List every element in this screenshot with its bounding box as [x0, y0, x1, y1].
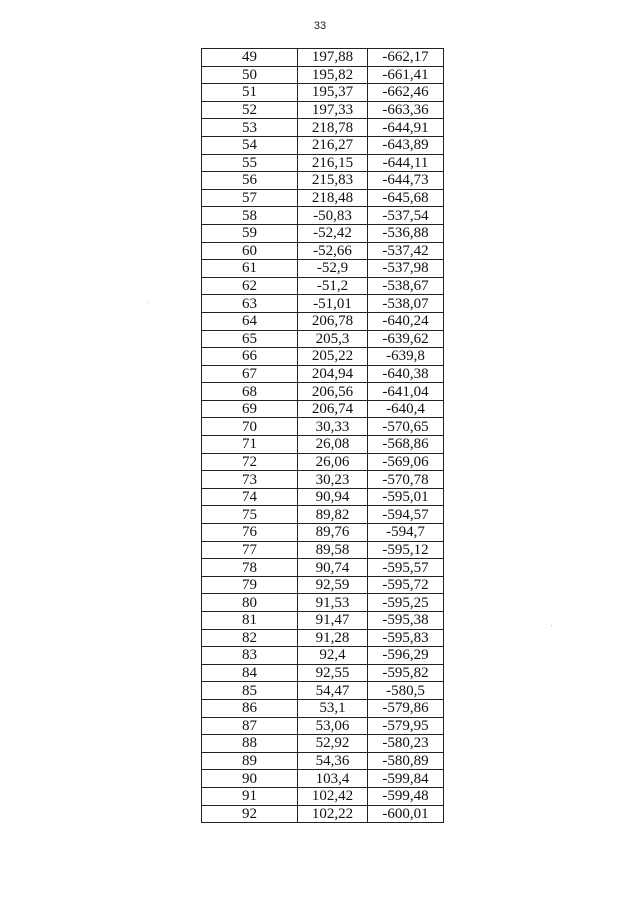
y-value-cell: -537,54 — [368, 207, 444, 225]
y-value-cell: -600,01 — [368, 805, 444, 823]
x-value-cell: 206,78 — [298, 312, 368, 330]
row-index-cell: 59 — [202, 224, 298, 242]
row-index-cell: 61 — [202, 260, 298, 278]
y-value-cell: -640,4 — [368, 400, 444, 418]
table-row — [202, 717, 444, 735]
x-value-cell: 91,53 — [298, 594, 368, 612]
table-row — [202, 524, 444, 542]
table-row — [202, 101, 444, 119]
scan-speck — [147, 302, 148, 303]
y-value-cell: -644,11 — [368, 154, 444, 172]
row-index-cell: 60 — [202, 242, 298, 260]
x-value-cell: 89,58 — [298, 541, 368, 559]
table-row — [202, 576, 444, 594]
y-value-cell: -594,7 — [368, 524, 444, 542]
row-index-cell: 54 — [202, 136, 298, 154]
y-value-cell: -599,48 — [368, 787, 444, 805]
row-index-cell: 53 — [202, 119, 298, 137]
x-value-cell: 90,94 — [298, 488, 368, 506]
x-value-cell: 215,83 — [298, 172, 368, 190]
table-row — [202, 506, 444, 524]
table-row — [202, 295, 444, 313]
x-value-cell: 218,48 — [298, 189, 368, 207]
table-row — [202, 189, 444, 207]
y-value-cell: -595,72 — [368, 576, 444, 594]
y-value-cell: -599,84 — [368, 770, 444, 788]
table-row — [202, 330, 444, 348]
y-value-cell: -645,68 — [368, 189, 444, 207]
y-value-cell: -594,57 — [368, 506, 444, 524]
table-row — [202, 172, 444, 190]
y-value-cell: -595,57 — [368, 559, 444, 577]
x-value-cell: 102,42 — [298, 787, 368, 805]
table-row — [202, 770, 444, 788]
x-value-cell: 30,33 — [298, 418, 368, 436]
row-index-cell: 76 — [202, 524, 298, 542]
x-value-cell: 30,23 — [298, 471, 368, 489]
x-value-cell: 91,47 — [298, 612, 368, 630]
row-index-cell: 82 — [202, 629, 298, 647]
x-value-cell: 52,92 — [298, 735, 368, 753]
table-body — [202, 49, 444, 823]
table-row — [202, 383, 444, 401]
row-index-cell: 83 — [202, 647, 298, 665]
table-row — [202, 559, 444, 577]
x-value-cell: 91,28 — [298, 629, 368, 647]
row-index-cell: 73 — [202, 471, 298, 489]
row-index-cell: 87 — [202, 717, 298, 735]
table-row — [202, 207, 444, 225]
row-index-cell: 50 — [202, 66, 298, 84]
row-index-cell: 74 — [202, 488, 298, 506]
row-index-cell: 89 — [202, 752, 298, 770]
y-value-cell: -595,38 — [368, 612, 444, 630]
y-value-cell: -580,89 — [368, 752, 444, 770]
y-value-cell: -536,88 — [368, 224, 444, 242]
table-row — [202, 453, 444, 471]
table-row — [202, 612, 444, 630]
x-value-cell: 53,1 — [298, 699, 368, 717]
y-value-cell: -595,12 — [368, 541, 444, 559]
y-value-cell: -661,41 — [368, 66, 444, 84]
y-value-cell: -641,04 — [368, 383, 444, 401]
table-row — [202, 787, 444, 805]
y-value-cell: -596,29 — [368, 647, 444, 665]
table-row — [202, 154, 444, 172]
x-value-cell: -52,9 — [298, 260, 368, 278]
table-row — [202, 647, 444, 665]
row-index-cell: 66 — [202, 348, 298, 366]
row-index-cell: 80 — [202, 594, 298, 612]
x-value-cell: 204,94 — [298, 365, 368, 383]
row-index-cell: 68 — [202, 383, 298, 401]
y-value-cell: -569,06 — [368, 453, 444, 471]
x-value-cell: 92,55 — [298, 664, 368, 682]
table-row — [202, 348, 444, 366]
x-value-cell: 197,88 — [298, 49, 368, 67]
y-value-cell: -570,65 — [368, 418, 444, 436]
y-value-cell: -663,36 — [368, 101, 444, 119]
page-number: 33 — [313, 20, 327, 32]
scan-speck — [551, 625, 552, 626]
table-row — [202, 224, 444, 242]
y-value-cell: -537,98 — [368, 260, 444, 278]
table-row — [202, 594, 444, 612]
y-value-cell: -639,62 — [368, 330, 444, 348]
y-value-cell: -643,89 — [368, 136, 444, 154]
row-index-cell: 56 — [202, 172, 298, 190]
table-row — [202, 119, 444, 137]
table-row — [202, 277, 444, 295]
row-index-cell: 58 — [202, 207, 298, 225]
row-index-cell: 84 — [202, 664, 298, 682]
row-index-cell: 51 — [202, 84, 298, 102]
row-index-cell: 79 — [202, 576, 298, 594]
row-index-cell: 92 — [202, 805, 298, 823]
table-row — [202, 471, 444, 489]
y-value-cell: -644,91 — [368, 119, 444, 137]
y-value-cell: -579,86 — [368, 699, 444, 717]
row-index-cell: 55 — [202, 154, 298, 172]
x-value-cell: 205,3 — [298, 330, 368, 348]
row-index-cell: 77 — [202, 541, 298, 559]
x-value-cell: 53,06 — [298, 717, 368, 735]
x-value-cell: 197,33 — [298, 101, 368, 119]
row-index-cell: 90 — [202, 770, 298, 788]
row-index-cell: 75 — [202, 506, 298, 524]
row-index-cell: 88 — [202, 735, 298, 753]
x-value-cell: 90,74 — [298, 559, 368, 577]
y-value-cell: -579,95 — [368, 717, 444, 735]
x-value-cell: 216,27 — [298, 136, 368, 154]
row-index-cell: 49 — [202, 49, 298, 67]
x-value-cell: 26,08 — [298, 436, 368, 454]
data-table — [201, 48, 444, 823]
row-index-cell: 72 — [202, 453, 298, 471]
table-row — [202, 664, 444, 682]
x-value-cell: 218,78 — [298, 119, 368, 137]
x-value-cell: 92,4 — [298, 647, 368, 665]
row-index-cell: 91 — [202, 787, 298, 805]
x-value-cell: 92,59 — [298, 576, 368, 594]
row-index-cell: 86 — [202, 699, 298, 717]
table-row — [202, 805, 444, 823]
y-value-cell: -662,17 — [368, 49, 444, 67]
table-row — [202, 699, 444, 717]
y-value-cell: -537,42 — [368, 242, 444, 260]
y-value-cell: -595,83 — [368, 629, 444, 647]
table-row — [202, 418, 444, 436]
x-value-cell: -51,01 — [298, 295, 368, 313]
table-row — [202, 752, 444, 770]
x-value-cell: 206,74 — [298, 400, 368, 418]
row-index-cell: 63 — [202, 295, 298, 313]
row-index-cell: 62 — [202, 277, 298, 295]
table-row — [202, 735, 444, 753]
y-value-cell: -538,67 — [368, 277, 444, 295]
table-row — [202, 260, 444, 278]
y-value-cell: -640,38 — [368, 365, 444, 383]
row-index-cell: 52 — [202, 101, 298, 119]
x-value-cell: 54,47 — [298, 682, 368, 700]
row-index-cell: 57 — [202, 189, 298, 207]
x-value-cell: 206,56 — [298, 383, 368, 401]
x-value-cell: -52,42 — [298, 224, 368, 242]
row-index-cell: 64 — [202, 312, 298, 330]
row-index-cell: 67 — [202, 365, 298, 383]
x-value-cell: -52,66 — [298, 242, 368, 260]
x-value-cell: 89,82 — [298, 506, 368, 524]
table-row — [202, 242, 444, 260]
x-value-cell: 26,06 — [298, 453, 368, 471]
y-value-cell: -538,07 — [368, 295, 444, 313]
table-row — [202, 488, 444, 506]
row-index-cell: 78 — [202, 559, 298, 577]
table-row — [202, 49, 444, 67]
y-value-cell: -595,82 — [368, 664, 444, 682]
y-value-cell: -644,73 — [368, 172, 444, 190]
row-index-cell: 71 — [202, 436, 298, 454]
table-row — [202, 400, 444, 418]
x-value-cell: 103,4 — [298, 770, 368, 788]
x-value-cell: -51,2 — [298, 277, 368, 295]
table-row — [202, 136, 444, 154]
y-value-cell: -639,8 — [368, 348, 444, 366]
y-value-cell: -580,23 — [368, 735, 444, 753]
x-value-cell: 216,15 — [298, 154, 368, 172]
y-value-cell: -568,86 — [368, 436, 444, 454]
row-index-cell: 81 — [202, 612, 298, 630]
x-value-cell: -50,83 — [298, 207, 368, 225]
table-row — [202, 66, 444, 84]
table-row — [202, 436, 444, 454]
table-row — [202, 365, 444, 383]
y-value-cell: -580,5 — [368, 682, 444, 700]
row-index-cell: 85 — [202, 682, 298, 700]
x-value-cell: 195,82 — [298, 66, 368, 84]
row-index-cell: 65 — [202, 330, 298, 348]
table-row — [202, 629, 444, 647]
table-row — [202, 84, 444, 102]
table-row — [202, 312, 444, 330]
x-value-cell: 205,22 — [298, 348, 368, 366]
table-row — [202, 682, 444, 700]
y-value-cell: -570,78 — [368, 471, 444, 489]
y-value-cell: -662,46 — [368, 84, 444, 102]
x-value-cell: 102,22 — [298, 805, 368, 823]
row-index-cell: 69 — [202, 400, 298, 418]
x-value-cell: 195,37 — [298, 84, 368, 102]
y-value-cell: -640,24 — [368, 312, 444, 330]
y-value-cell: -595,25 — [368, 594, 444, 612]
table-row — [202, 541, 444, 559]
x-value-cell: 54,36 — [298, 752, 368, 770]
x-value-cell: 89,76 — [298, 524, 368, 542]
row-index-cell: 70 — [202, 418, 298, 436]
y-value-cell: -595,01 — [368, 488, 444, 506]
